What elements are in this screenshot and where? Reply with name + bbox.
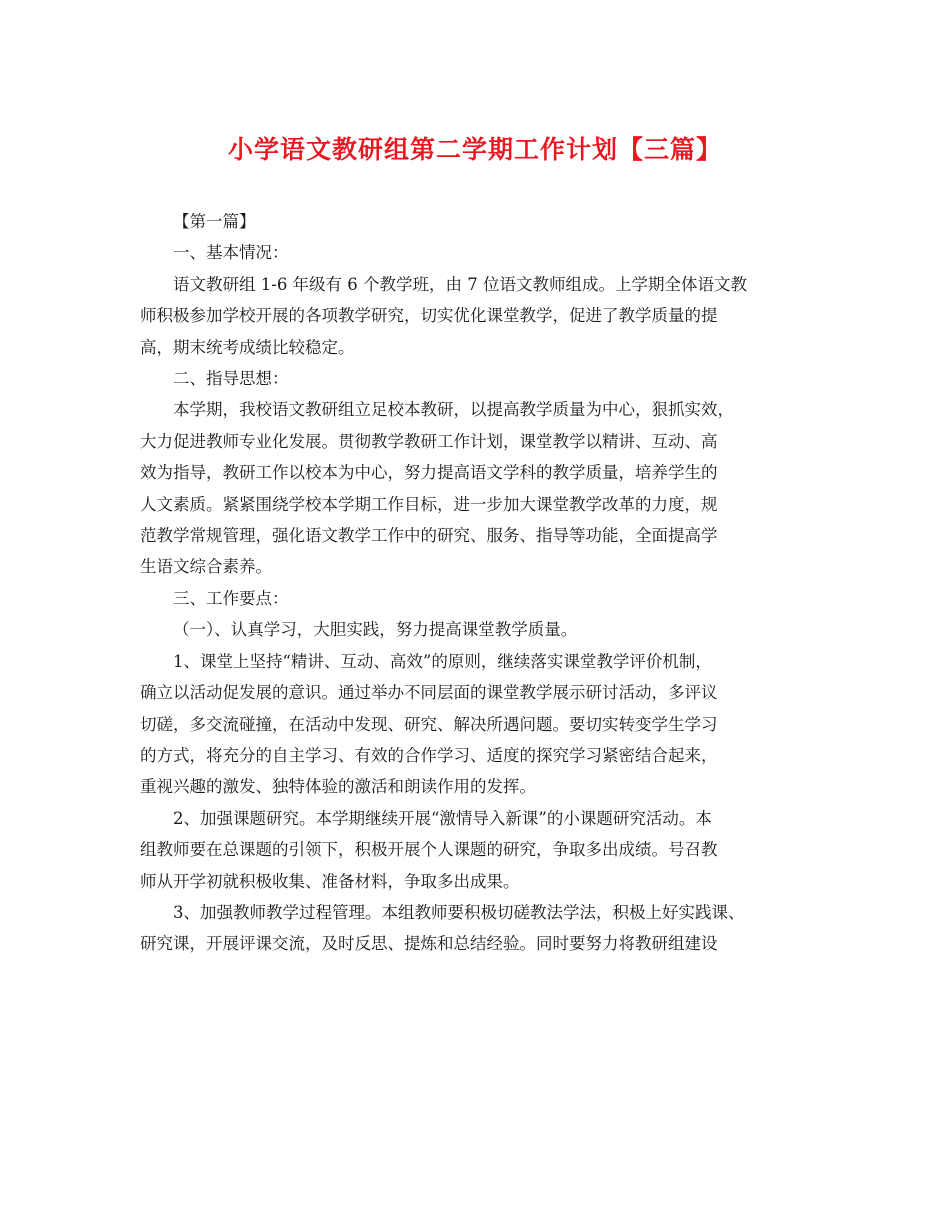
text-line: 三、工作要点： xyxy=(173,588,289,608)
text-line: 【第一篇】 xyxy=(173,212,256,231)
paragraph xyxy=(140,583,810,614)
text-line: 效为指导，教研工作以校本为中心，努力提高语文学科的教学质量，培养学生的 xyxy=(140,463,718,483)
paragraph xyxy=(140,803,810,897)
text-line: 语文教研组 1-6 年级有 6 个教学班，由 7 位语文教师组成。上学期全体语文教 xyxy=(173,274,748,294)
text-line: 2、加强课题研究。本学期继续开展“激情导入新课”的小课题研究活动。本 xyxy=(173,808,712,828)
text-line: 1、课堂上坚持“精讲、互动、高效”的原则，继续落实课堂教学评价机制， xyxy=(173,651,712,671)
text-line: 范教学常规管理，强化语文教学工作中的研究、服务、指导等功能，全面提高学 xyxy=(140,526,718,546)
text-line: 的方式，将充分的自主学习、有效的合作学习、适度的探究学习紧密结合起来， xyxy=(140,745,718,765)
text-line: 切磋，多交流碰撞，在活动中发现、研究、解决所遇问题。要切实转变学生学习 xyxy=(140,714,718,734)
paragraph xyxy=(140,269,810,363)
text-line: 大力促进教师专业化发展。贯彻教学教研工作计划，课堂教学以精讲、互动、高 xyxy=(140,431,718,451)
text-line: 师从开学初就积极收集、准备材料，争取多出成果。 xyxy=(140,871,520,891)
text-line: 研究课，开展评课交流，及时反思、提炼和总结经验。同时要努力将教研组建设 xyxy=(140,934,718,954)
paragraph xyxy=(140,394,810,582)
text-line: 一、基本情况： xyxy=(173,243,289,263)
text-line: 确立以活动促发展的意识。通过举办不同层面的课堂教学展示研讨活动，多评议 xyxy=(140,683,718,703)
paragraph xyxy=(140,363,810,394)
text-line: 高，期末统考成绩比较稳定。 xyxy=(140,337,355,357)
paragraph xyxy=(140,614,810,645)
text-line: 组教师要在总课题的引领下，积极开展个人课题的研究，争取多出成绩。号召教 xyxy=(140,840,718,860)
text-line: 本学期，我校语文教研组立足校本教研，以提高教学质量为中心，狠抓实效， xyxy=(173,400,734,420)
document-title: 小学语文教研组第二学期工作计划【三篇】 xyxy=(227,135,722,164)
text-line: （一）、认真学习，大胆实践，努力提高课堂教学质量。 xyxy=(173,620,578,640)
document-body xyxy=(140,206,810,960)
paragraph xyxy=(140,646,810,803)
text-line: 重视兴趣的激发、独特体验的激活和朗读作用的发挥。 xyxy=(140,777,536,797)
paragraph xyxy=(140,897,810,960)
paragraph xyxy=(140,237,810,268)
text-line: 二、指导思想： xyxy=(173,369,289,389)
paragraph xyxy=(140,206,810,237)
text-line: 3、加强教师教学过程管理。本组教师要积极切磋教法学法，积极上好实践课、 xyxy=(173,902,745,922)
text-line: 生语文综合素养。 xyxy=(140,557,272,577)
text-line: 师积极参加学校开展的各项教学研究，切实优化课堂教学，促进了教学质量的提 xyxy=(140,306,718,326)
text-line: 人文素质。紧紧围绕学校本学期工作目标，进一步加大课堂教学改革的力度，规 xyxy=(140,494,718,514)
